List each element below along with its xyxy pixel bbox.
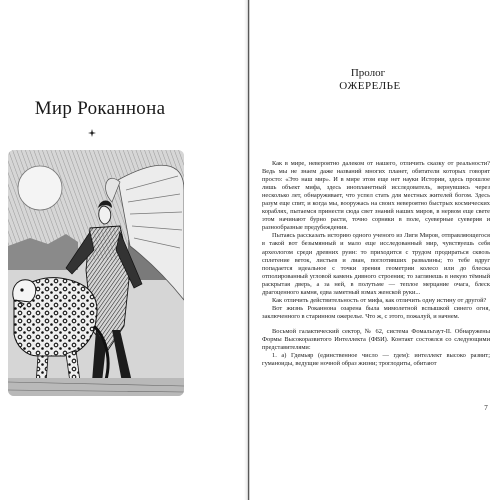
prolog-label: Пролог (350, 67, 386, 79)
paragraph: Пытаясь рассказать историю одного ученого из Лиги Миров, отправляющегося в такой вот безымянный и мало еще исследованный мир, чувствуешь себя археологом среди древних руин: то приходится с трудом продираться сквозь сплетение веток, листьев и лиан, поглотивших развалины; то тебе вдруг попадается идеальное с точки зрения геометрии колесо или до блеска отполированный угловой камень дивного строения; то заглянешь в некую тёмный раскрытая дверь, а за ней, в полутьме — теплое мерцание очага, блеск драгоценного камня, едва заметный взмах женской руки... (262, 232, 490, 296)
paragraph: Как отличить действительность от мифа, как отличить одну истину от другой? (272, 296, 487, 304)
chapter-body-text (262, 160, 490, 368)
paragraph: Вот жизнь Роканнона озарена была мимолетной вспышкой синего огня, заключенного в старинном ожерелье. Что ж, с этого, пожалуй, и начнем. (262, 304, 490, 320)
paragraph: Восьмой галактический сектор, № 62, система Фомальгаут-II. Обнаружены Формы Высокоразвитого Интеллекта (ФВИ). Контакт состоялся со следующими представителями: (262, 327, 490, 352)
paragraph: Как в мире, невероятно далеком от нашего, отличить сказку от реальности? Ведь мы не знаем даже названий многих планет, обитатели которых говорят просто: «Это наш мир». И в мире этом еще нет науки Истории, здесь прошлое лишь объект мифа, здесь инопланетный исследователь, вернувшись через несколько лет, обнаруживает, что успел стать для местных жителей богом. Здесь разум еще спит, и когда мы, вооружась на своих невероятно быстрых космических кораблях, пытаемся принести сюда свет знаний наших миров, в нервом еще свете этом начинают бурно расти, точно сорняки в поле, суеверные суеверия и разнообразные предубеждения. (262, 160, 490, 232)
frontispiece-illustration (8, 150, 184, 396)
left-page (0, 0, 248, 500)
four-point-star-icon (88, 129, 96, 137)
page-number: 7 (484, 404, 488, 412)
winged-man-and-leopard-engraving (8, 150, 184, 396)
left-page-title: Мир Роканнона (34, 98, 166, 119)
paragraph: 1. а) Гдемьяр (единственное число — гдем): интеллект высоко развит; гуманоиды, ведущие ночной образ жизни; троглодиты, обитают (262, 352, 490, 368)
chapter-title: ОЖЕРЕЛЬЕ (339, 80, 401, 92)
